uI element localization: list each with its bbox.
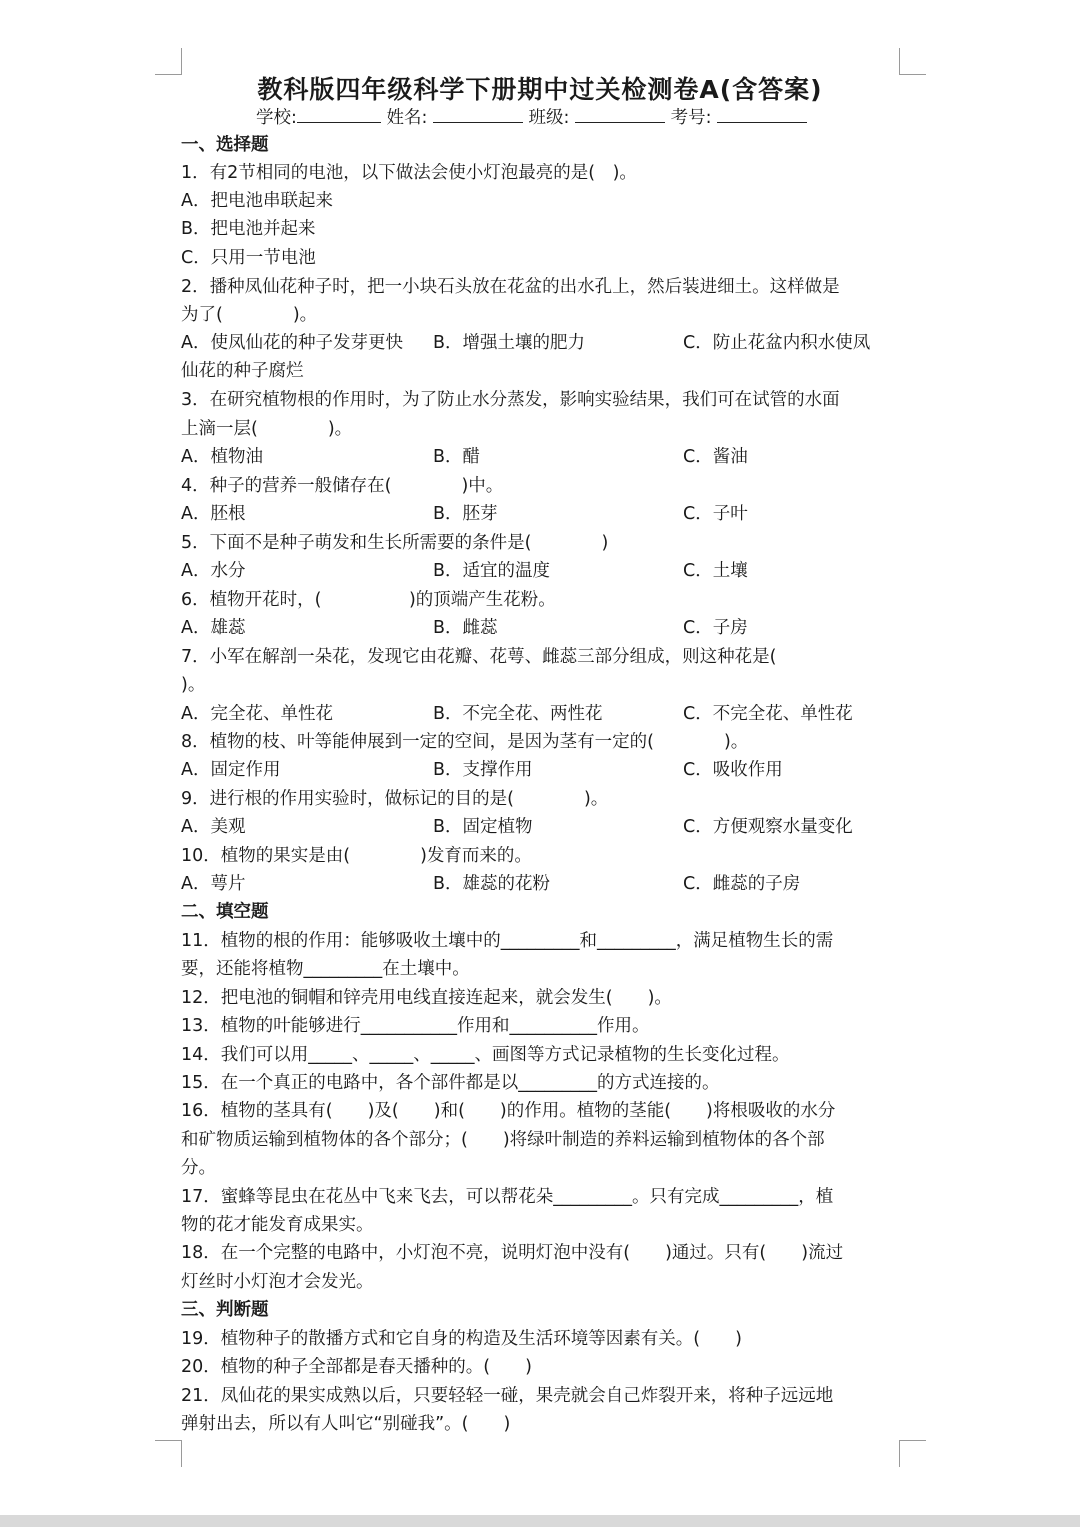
question-text: 9．进行根的作用实验时，做标记的目的是( )。 bbox=[181, 789, 609, 809]
option-text: B．雄蕊的花粉 bbox=[433, 874, 551, 894]
question-text: 17．蜜蜂等昆虫在花丛中飞来飞去，可以帮花朵_________。只有完成_________，植 bbox=[181, 1187, 834, 1207]
question-text: 14．我们可以用_____、_____、_____、画图等方式记录植物的生长变化过程。 bbox=[181, 1045, 790, 1065]
question-text: 7．小军在解剖一朵花，发现它由花瓣、花萼、雌蕊三部分组成，则这种花是( bbox=[181, 647, 777, 667]
question-text: 物的花才能发育成果实。 bbox=[181, 1215, 374, 1235]
question-text: 13．植物的叶能够进行___________作用和__________作用。 bbox=[181, 1016, 650, 1036]
question-text: 21．凤仙花的果实成熟以后，只要轻轻一碰，果壳就会自己炸裂开来，将种子远远地 bbox=[181, 1386, 834, 1406]
question-text: 为了( )。 bbox=[181, 305, 318, 325]
question-text: 5．下面不是种子萌发和生长所需要的条件是( ) bbox=[181, 533, 609, 553]
question-text: 弹射出去，所以有人叫它“别碰我”。( ) bbox=[181, 1414, 511, 1434]
option-text: B．把电池并起来 bbox=[181, 219, 316, 239]
corner-mark-bottom-left bbox=[155, 1440, 182, 1467]
option-text: 仙花的种子腐烂 bbox=[181, 361, 304, 381]
question-text: 2．播种凤仙花种子时，把一小块石头放在花盆的出水孔上，然后装进细土。这样做是 bbox=[181, 277, 840, 297]
number-blank bbox=[717, 106, 807, 123]
option-text: B．增强土壤的肥力 bbox=[433, 333, 586, 353]
option-text: B．醋 bbox=[433, 447, 481, 467]
question-text: 18．在一个完整的电路中，小灯泡不亮，说明灯泡中没有( )通过。只有( )流过 bbox=[181, 1243, 844, 1263]
option-text: C．不完全花、单性花 bbox=[683, 704, 853, 724]
question-text: )。 bbox=[181, 675, 206, 695]
question-text: 4．种子的营养一般储存在( )中。 bbox=[181, 476, 504, 496]
option-text: C．土壤 bbox=[683, 561, 748, 581]
option-text: B．支撑作用 bbox=[433, 760, 533, 780]
option-text: B．不完全花、两性花 bbox=[433, 704, 603, 724]
option-text: C．方便观察水量变化 bbox=[683, 817, 853, 837]
option-text: A．使凤仙花的种子发芽更快 bbox=[181, 333, 403, 353]
question-text: 分。 bbox=[181, 1158, 216, 1178]
option-text: C．只用一节电池 bbox=[181, 248, 316, 268]
question-text: 11．植物的根的作用：能够吸收土壤中的_________和_________，满足植物生长的需 bbox=[181, 931, 834, 951]
page-title: 教科版四年级科学下册期中过关检测卷A(含答案) bbox=[257, 75, 823, 104]
corner-mark-bottom-right bbox=[899, 1440, 926, 1467]
option-text: A．植物油 bbox=[181, 447, 263, 467]
question-text: 20．植物的种子全部都是春天播种的。( ) bbox=[181, 1357, 532, 1377]
question-text: 3．在研究植物根的作用时，为了防止水分蒸发，影响实验结果，我们可在试管的水面 bbox=[181, 390, 840, 410]
section-heading-choice: 一、选择题 bbox=[181, 135, 269, 155]
question-text: 8．植物的枝、叶等能伸展到一定的空间，是因为茎有一定的( )。 bbox=[181, 732, 749, 752]
option-text: C．酱油 bbox=[683, 447, 748, 467]
option-text: A．固定作用 bbox=[181, 760, 281, 780]
question-text: 和矿物质运输到植物体的各个部分；( )将绿叶制造的养料运输到植物体的各个部 bbox=[181, 1130, 825, 1150]
option-text: B．适宜的温度 bbox=[433, 561, 551, 581]
question-text: 10．植物的果实是由( )发育而来的。 bbox=[181, 846, 532, 866]
name-blank bbox=[433, 106, 523, 123]
option-text: B．胚芽 bbox=[433, 504, 498, 524]
question-text: 19．植物种子的散播方式和它自身的构造及生活环境等因素有关。( ) bbox=[181, 1329, 742, 1349]
section-heading-judge: 三、判断题 bbox=[181, 1300, 269, 1320]
class-label: 班级: bbox=[528, 108, 570, 128]
school-label: 学校: bbox=[256, 108, 297, 128]
question-text: 灯丝时小灯泡才会发光。 bbox=[181, 1272, 374, 1292]
option-text: C．防止花盆内积水使凤 bbox=[683, 333, 871, 353]
option-text: C．雌蕊的子房 bbox=[683, 874, 801, 894]
option-text: C．子叶 bbox=[683, 504, 748, 524]
option-text: B．雌蕊 bbox=[433, 618, 498, 638]
question-text: 12．把电池的铜帽和锌壳用电线直接连起来，就会发生( )。 bbox=[181, 988, 672, 1008]
class-blank bbox=[575, 106, 665, 123]
option-text: A．胚根 bbox=[181, 504, 246, 524]
question-text: 1．有2节相同的电池，以下做法会使小灯泡最亮的是( )。 bbox=[181, 163, 637, 183]
question-text: 15．在一个真正的电路中，各个部件都是以_________的方式连接的。 bbox=[181, 1073, 720, 1093]
school-blank bbox=[297, 106, 381, 123]
option-text: A．完全花、单性花 bbox=[181, 704, 333, 724]
question-text: 16．植物的茎具有( )及( )和( )的作用。植物的茎能( )将根吸收的水分 bbox=[181, 1101, 836, 1121]
question-text: 上滴一层( )。 bbox=[181, 419, 353, 439]
option-text: C．吸收作用 bbox=[683, 760, 783, 780]
question-text: 要，还能将植物_________在土壤中。 bbox=[181, 959, 470, 979]
question-text: 6．植物开花时，( )的顶端产生花粉。 bbox=[181, 590, 556, 610]
option-text: A．把电池串联起来 bbox=[181, 191, 333, 211]
option-text: A．雄蕊 bbox=[181, 618, 246, 638]
student-info-row bbox=[256, 104, 807, 129]
name-label: 姓名: bbox=[386, 108, 428, 128]
page-bottom-bar bbox=[0, 1515, 1080, 1527]
number-label: 考号: bbox=[670, 108, 712, 128]
option-text: B．固定植物 bbox=[433, 817, 533, 837]
option-text: A．水分 bbox=[181, 561, 246, 581]
option-text: A．美观 bbox=[181, 817, 246, 837]
option-text: A．萼片 bbox=[181, 874, 246, 894]
section-heading-fill: 二、填空题 bbox=[181, 902, 269, 922]
option-text: C．子房 bbox=[683, 618, 748, 638]
